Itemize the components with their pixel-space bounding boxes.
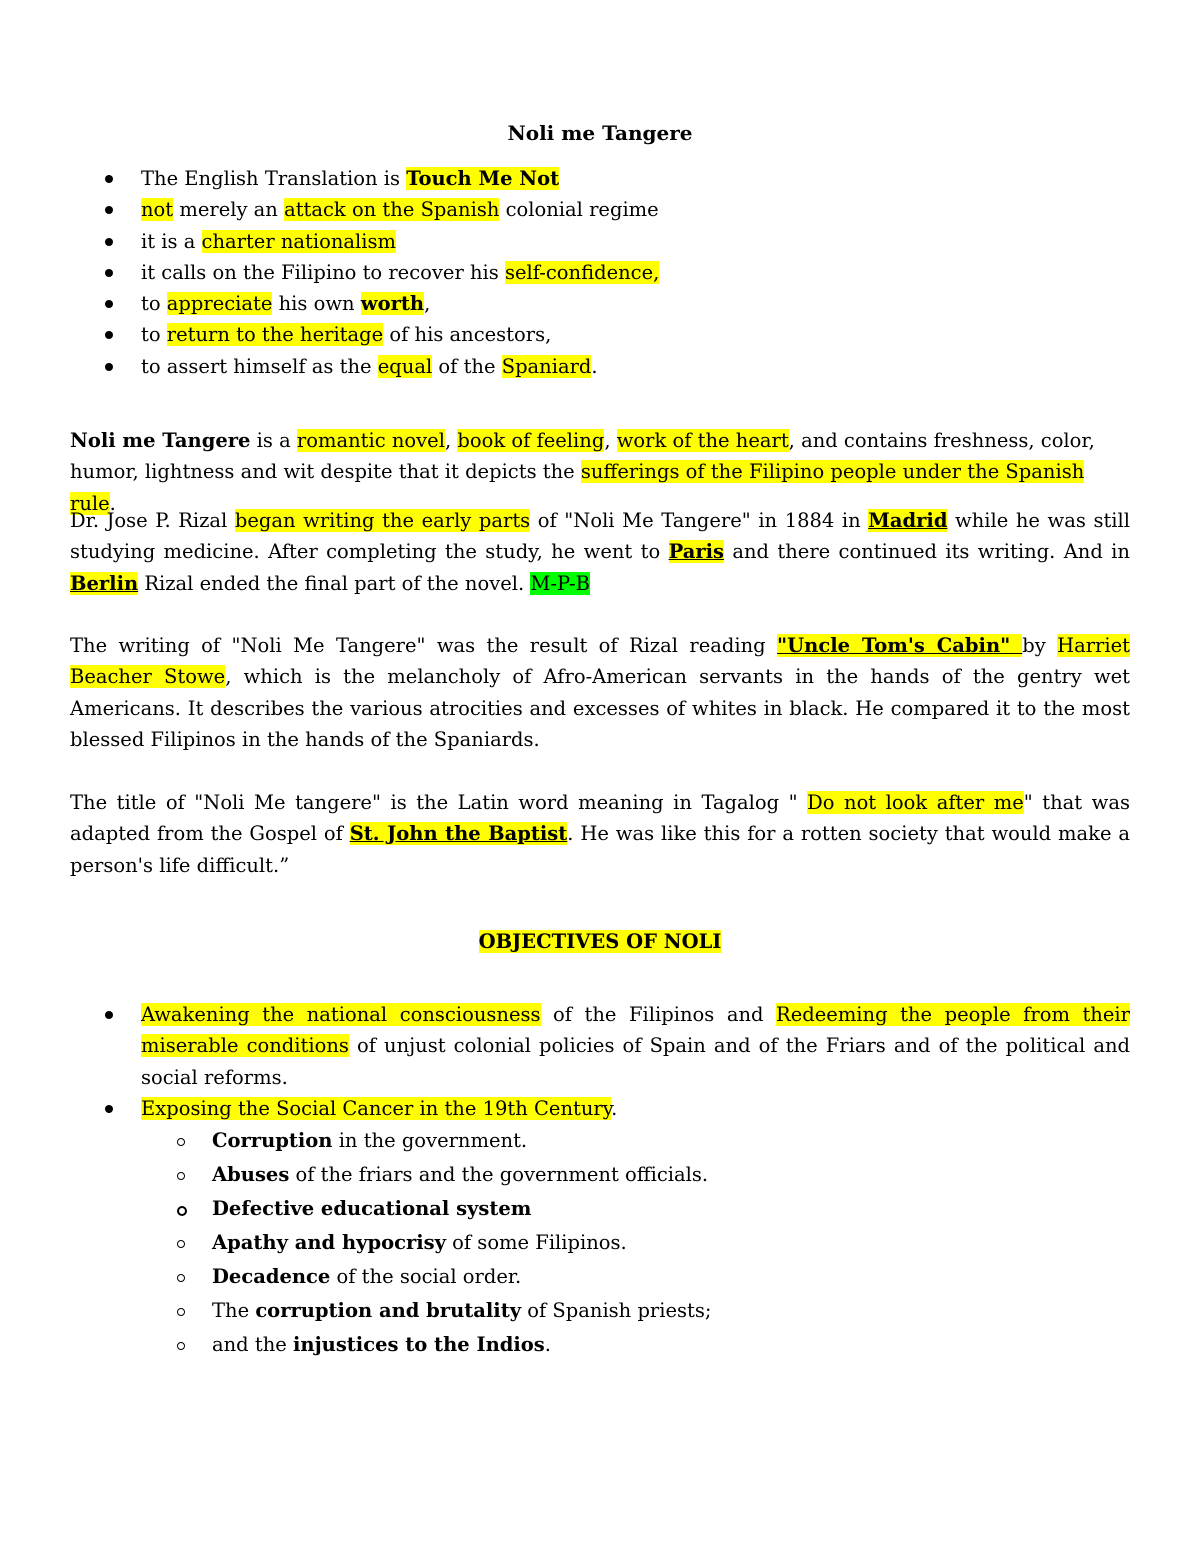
highlight: "Uncle Tom's Cabin" [776, 634, 1023, 657]
list-item: it calls on the Filipino to recover his self-confidence, [70, 257, 1130, 288]
green-highlight: M-P-B [530, 571, 590, 595]
highlight: romantic novel [296, 429, 445, 452]
paragraph-title-meaning: The title of "Noli Me tangere" is the Latin word meaning in Tagalog " Do not look after me" that was adapted from the Gospel of St. John the Baptist. He was like this for a rotten society that would make a person's life difficult.” [70, 791, 1130, 877]
highlight: began writing the early parts [234, 509, 531, 532]
highlight: not [141, 198, 174, 222]
highlight: attack on the Spanish [284, 198, 500, 222]
highlight: Spaniard [501, 354, 592, 378]
highlight: St. John the Baptist [349, 822, 568, 846]
highlight: Paris [668, 540, 724, 564]
list-item: Awakening the national consciousness of the Filipinos and Redeeming the people from their miserable conditions of unjust colonial policies of Spain and of the Friars and of the political and social reforms. [70, 999, 1130, 1093]
highlight: Berlin [70, 571, 139, 595]
paragraph-writing-locations: Dr. Jose P. Rizal began writing the early parts of "Noli Me Tangere" in 1884 in Madrid while he was still studying medicine. After completing the study, he went to Paris and there continued its writing. And in Berlin Rizal ended the final part of the novel. M-P-B [70, 509, 1131, 595]
list-item: Apathy and hypocrisy of some Filipinos. [141, 1226, 1130, 1260]
highlight: Harriet Beacher Stowe [70, 634, 1130, 689]
list-item: Decadence of the social order. [141, 1260, 1130, 1294]
highlight: Redeeming the people from their miserable conditions [141, 1003, 1130, 1058]
highlight: worth [360, 292, 425, 316]
highlight: appreciate [166, 292, 273, 316]
highlight: return to the heritage [166, 323, 384, 347]
list-item: and the injustices to the Indios. [141, 1328, 1130, 1362]
list-item: Exposing the Social Cancer in the 19th Century. Corruption in the government. Abuses of the friars and the government officials. Defective educational system Apathy and hypocrisy of some Filipinos. Decadence of the social order. The corruption and brutality of Spanish priests; and the injustices to the Indios. [70, 1093, 1130, 1362]
highlight: equal [377, 354, 433, 378]
highlight: book of feeling [457, 429, 605, 452]
paragraph-romantic-novel: Noli me Tangere is a romantic novel, book of feeling, work of the heart, and contains freshness, color, humor, lightness and wit despite that it depicts the sufferings of the Filipino people under the Spanish rule. [70, 429, 1095, 515]
highlight: Awakening the national consciousness [141, 1003, 541, 1026]
list-item: not merely an attack on the Spanish colonial regime [70, 194, 1130, 225]
highlight: Touch Me Not [406, 167, 560, 190]
list-item: to return to the heritage of his ancestors, [70, 319, 1130, 350]
highlight: self-confidence, [504, 260, 660, 284]
objectives-heading: OBJECTIVES OF NOLI [478, 930, 722, 953]
objectives-list [70, 999, 1130, 1362]
highlight: Exposing the Social Cancer in the 19th Century [141, 1096, 612, 1120]
highlight: sufferings of the Filipino people under the Spanish rule [70, 460, 1085, 515]
list-item: The English Translation is Touch Me Not [70, 163, 1130, 194]
list-item: Abuses of the friars and the government officials. [141, 1158, 1130, 1192]
list-item: Defective educational system [141, 1192, 1130, 1226]
list-item: Corruption in the government. [141, 1124, 1130, 1158]
social-cancer-sublist [141, 1124, 1130, 1362]
highlight: Madrid [868, 509, 948, 532]
list-item: to assert himself as the equal of the Spaniard. [70, 351, 1130, 382]
list-item: to appreciate his own worth, [70, 288, 1130, 319]
highlight: work of the heart [616, 429, 789, 452]
list-item: it is a charter nationalism [70, 226, 1130, 257]
list-item: The corruption and brutality of Spanish priests; [141, 1294, 1130, 1328]
highlight: charter nationalism [201, 229, 397, 253]
definition-bullet-list [70, 163, 1130, 382]
document-title: Noli me Tangere [507, 121, 693, 145]
highlight: Do not look after me [807, 791, 1024, 814]
paragraph-uncle-toms-cabin: The writing of "Noli Me Tangere" was the result of Rizal reading "Uncle Tom's Cabin" by Harriet Beacher Stowe, which is the melancholy of Afro-American servants in the hands of the gentry wet Americans. It describes the various atrocities and excesses of whites in black. He compared it to the most blessed Filipinos in the hands of the Spaniards. [70, 634, 1131, 751]
